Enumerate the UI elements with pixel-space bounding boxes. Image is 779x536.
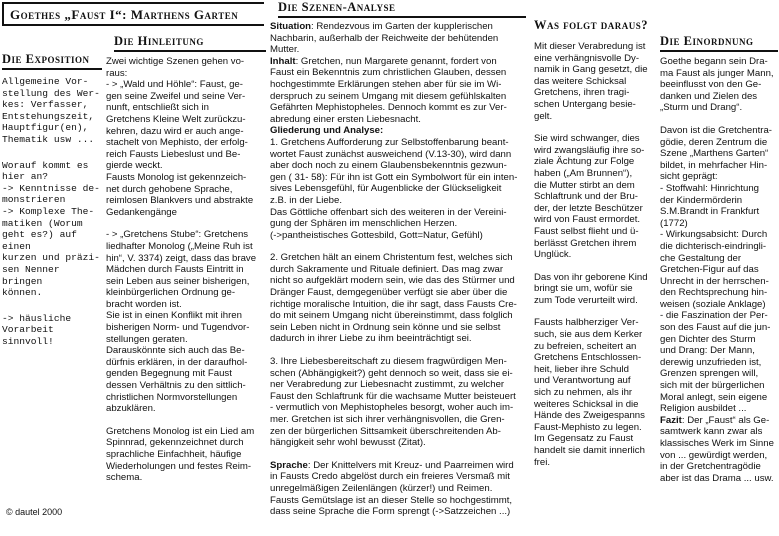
exposition-hint: -> häusliche Vorarbeit sinnvoll!: [2, 312, 72, 347]
heading-hinleitung: Die Hinleitung: [114, 34, 266, 52]
analyse-point-3: 3. Ihre Liebesbereitschaft zu diesem fragwürdigen Men- schen (Abhängigkeit?) geht dennoch so weit, dass sie ei- ner Verabredung zur Liebesnacht zustimmt, zu welcher Faust den Schlaftrunk für die wachsame Mutter beisteuert - vermutlich von Mephistopheles besorgt, woher auch im- mer. Gretchen ist sich ihrer verhängnisvollen, die Gren- zen der bürgerlichen Sittsamkeit überschreitenden Ab- hängigkeit sehr wohl bewusst (Zitat).: [270, 356, 516, 449]
column-einordnung: [660, 34, 778, 484]
inhalt-label: Inhalt: [270, 55, 296, 67]
analyse-gliederung-heading: [270, 125, 526, 137]
fazit-text: : Der „Faust“ als Ge- samtwerk kann zwar als klassisches Werk im Sinne von ... gewürdigt werden, in der Gretchentragödie aber ist das Drama ... usw.: [660, 414, 774, 484]
inhalt-text: : Gretchen, nun Margarete genannt, fordert von Faust ein Bekenntnis zum christlichen Glauben, dessen hochgestimmte Erklärungen stehen aber für sie im Wi- derspruch zu seinem Umgang mit diesem gefühlskalten Gefährten Mephistopheles. Dennoch kommt es zur Ver- abredung einer ersten Liebesnacht.: [270, 55, 507, 125]
folge-paragraph-2: Sie wird schwanger, dies wird zwangsläufig ihre so- ziale Ächtung zur Folge haben („Am Brunnen“), die Mutter stirbt an dem Schlaftrunk und der Bru- der, der letzte Beschützer wird von Faust ermordet. Faust selbst flieht und ü- berlässt Gretchen ihrem Unglück.: [534, 133, 645, 261]
situation-label: Situation: [270, 21, 312, 32]
column-analyse: [270, 0, 526, 518]
sprache-label: Sprache: [270, 459, 308, 471]
analyse-inhalt: [270, 56, 526, 126]
hinleitung-paragraph-2: - > „Gretchens Stube“: Gretchens liedhafter Monolog („Meine Ruh ist hin“, V. 3374) zeigt, dass das brave Mädchen durch Fausts Eintritt in sein Leben aus seiner bisherigen, kleinbürgerlichen Ordnung ge- bracht worden ist. Sie ist in einen Konflikt mit ihren bisherigen Norm- und Tugendvor- stellungen geraten. Darauskönnte sich auch das Be- dürfnis erklären, in der daraufhol- genden Begegnung mit Faust dessen Verhältnis zu den sittlich- christlichen Normvorstellungen abzuklären.: [106, 229, 257, 415]
copyright: © dautel 2000: [6, 507, 63, 517]
heading-folge: Was folgt daraus?: [534, 18, 649, 32]
fazit-label: Fazit: [660, 414, 682, 426]
analyse-point-1: 1. Gretchens Aufforderung zur Selbstoffenbarung beant- wortet Faust zunächst ausweichend (V.13-30), wird dann aber doch noch zu einem Glaubensbekenntnis gezwun- gen ( 31- 58): Für ihn ist Gott ein Symbolwort für ein inten- sives Lebensgefühl, für Augenblicke der Glückseligkeit z.B. in der Liebe. Das Göttliche offenbart sich des weiteren in der Vereini- gung der Sphären im menschlichen Herzen. (->pantheistisches Gottesbild, Gott=Natur, Gefühl): [270, 136, 518, 241]
heading-einordnung: Die Einordnung: [660, 34, 778, 52]
gliederung-label: Gliederung und Analyse: [270, 125, 380, 137]
column-exposition: [2, 52, 102, 347]
title-box: [2, 2, 264, 26]
gliederung-colon: :: [380, 125, 384, 137]
hinleitung-paragraph-1: Zwei wichtige Szenen gehen vo- raus: - > „Wald und Höhle“: Faust, ge- gen seine Zweifel und seine Ver- nunft, entschließt sich in Gretchens Kleine Welt zurückzu- kehren, dazu wird er auch ange- stachelt von Mephisto, der erfolg- reich Fausts Liebeslust und Be- gierde weckt. Fausts Monolog ist gekennzeich- net durch gehobene Sprache, reimlosen Blankvers und abstrakte Gedankengänge: [106, 56, 254, 218]
einordnung-fazit: [660, 415, 778, 485]
einordnung-paragraph-1: Goethe begann sein Dra- ma Faust als junger Mann, beeinflusst von den Ge- danken und Zielen des „Sturm und Drang“.: [660, 56, 774, 114]
folge-paragraph-4: Fausts halbherziger Ver- such, sie aus dem Kerker zu befreien, scheitert an Gretchens Entschlossen- heit, lieber ihre Schuld und Verantwortung auf sich zu nehmen, als ihr weiteres Schicksal in die Hände des Zweigespanns Faust-Mephisto zu legen. Im Gegensatz zu Faust handelt sie damit innerlich frei.: [534, 317, 645, 468]
sprache-text: : Der Knittelvers mit Kreuz- und Paarreimen wird in Fausts Credo abgelöst durch ein freieres Versmaß mit unregelmäßigen Zeilenlängen (kürzer!) und Reimen. Fausts Gemütslage ist an dieser Stelle so hochgestimmt, dass seine Sprache die Form sprengt (->Satzzeichen ...): [270, 459, 514, 518]
page-title: Goethes „Faust I“: Marthens Garten: [10, 7, 239, 22]
column-folge: [534, 18, 656, 479]
exposition-text: Allgemeine Vor- stellung des Wer- kes: Verfasser, Entstehungszeit, Hauptfigur(en), Thematik usw ...: [2, 76, 100, 145]
heading-analyse: Die Szenen-Analyse: [278, 0, 526, 18]
analyse-situation: [270, 21, 526, 56]
folge-paragraph-3: Das von ihr geborene Kind bringt sie um, wofür sie zum Tode verurteilt wird.: [534, 271, 648, 306]
analyse-point-2: 2. Gretchen hält an einem Christentum fest, welches sich durch Sakramente und Rituale definiert. Das mag zwar nicht so aufgeklärt modern sein, wie das des Stürmer und Dränger Faust, demgegenüber verfügt sie aber über die richtige moralische Intuition, die ihr sagt, dass Fausts Cre- do mit seinem Umgang nicht übereinstimmt, dass folglich sein Leben nicht in Ordnung sein könne und sie selbst dadurch in ihrer Liebe zu ihm beeinträchtigt sei.: [270, 252, 517, 345]
situation-text: : Rendezvous im Garten der kupplerischen Nachbarin, außerhalb der Reichweite der behütenden Mutter.: [270, 21, 499, 56]
analyse-sprache: [270, 460, 526, 518]
heading-exposition: Die Exposition: [2, 52, 102, 70]
einordnung-paragraph-2: Davon ist die Gretchentra- gödie, deren Zentrum die Szene „Marthens Garten“ bildet, in mehrfacher Hin- sicht geprägt: - Stoffwahl: Hinrichtung der Kindermörderin S.M.Brandt in Frankfurt (1772) - Wirkungsabsicht: Durch die dichterisch-eindringli- che Gestaltung der Gretchen-Figur auf das Unrecht in der herrschen- den Rechtsprechung hin- weisen (soziale Anklage) - die Faszination der Per- son des Faust auf die jun- gen Dichter des Sturm und Drang: Der Mann, derewig unzufrieden ist, Grenzen sprengen will, sich mit der bürgerlichen Moral anlegt, sein eigene Religion ausbildet ...: [660, 124, 772, 415]
hinleitung-paragraph-3: Gretchens Monolog ist ein Lied am Spinnrad, gekennzeichnet durch sprachliche Einfachheit, häufige Wiederholungen und festes Reim- schema.: [106, 425, 255, 484]
column-hinleitung: [106, 34, 266, 495]
exposition-questions: Worauf kommt es hier an? -> Kenntnisse de- monstrieren -> Komplexe The- matiken (Worum geht es?) auf einen kurzen und präzi- sen Nenner bringen können.: [2, 159, 100, 299]
folge-paragraph-1: Mit dieser Verabredung ist eine verhängnisvolle Dy- namik in Gang gesetzt, die das weitere Schicksal Gretchens, ihren tragi- schen Untergang besie- gelt.: [534, 41, 648, 122]
